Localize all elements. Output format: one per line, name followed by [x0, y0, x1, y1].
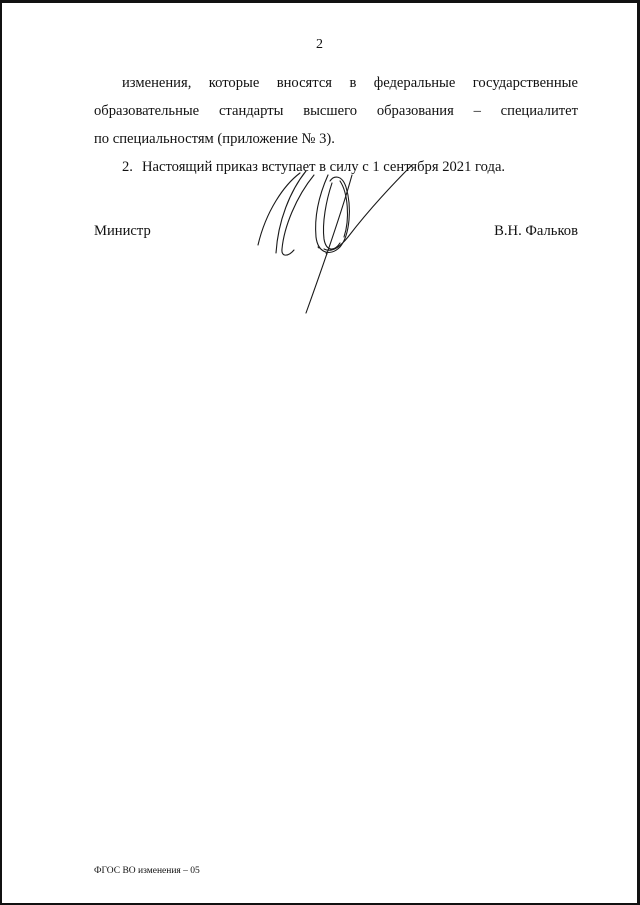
word: государственные: [472, 75, 578, 91]
signatory-position: Министр: [94, 223, 151, 239]
paragraph-1-line-3: по специальностям (приложение № 3).: [94, 131, 335, 147]
footer-document-code: ФГОС ВО изменения – 05: [94, 866, 200, 876]
paragraph-1-line-2: [94, 97, 578, 125]
paragraph-1-line-1: [94, 69, 578, 97]
word: федеральные: [373, 75, 456, 91]
word: изменения,: [122, 75, 192, 91]
paragraph-2-number: 2.: [122, 159, 133, 175]
word: высшего: [303, 103, 358, 119]
paragraph-2-text: Настоящий приказ вступает в силу с 1 сентября 2021 года.: [142, 159, 506, 175]
word: стандарты: [218, 103, 284, 119]
word: вносятся: [276, 75, 333, 91]
signatory-name: В.Н. Фальков: [494, 223, 578, 239]
handwritten-signature: [244, 153, 424, 323]
word: –: [473, 103, 481, 119]
word: в: [349, 75, 357, 91]
word: образования: [376, 103, 454, 119]
word: которые: [208, 75, 260, 91]
word: специалитет: [500, 103, 578, 119]
word: образовательные: [94, 103, 200, 119]
page-number: 2: [316, 37, 323, 52]
